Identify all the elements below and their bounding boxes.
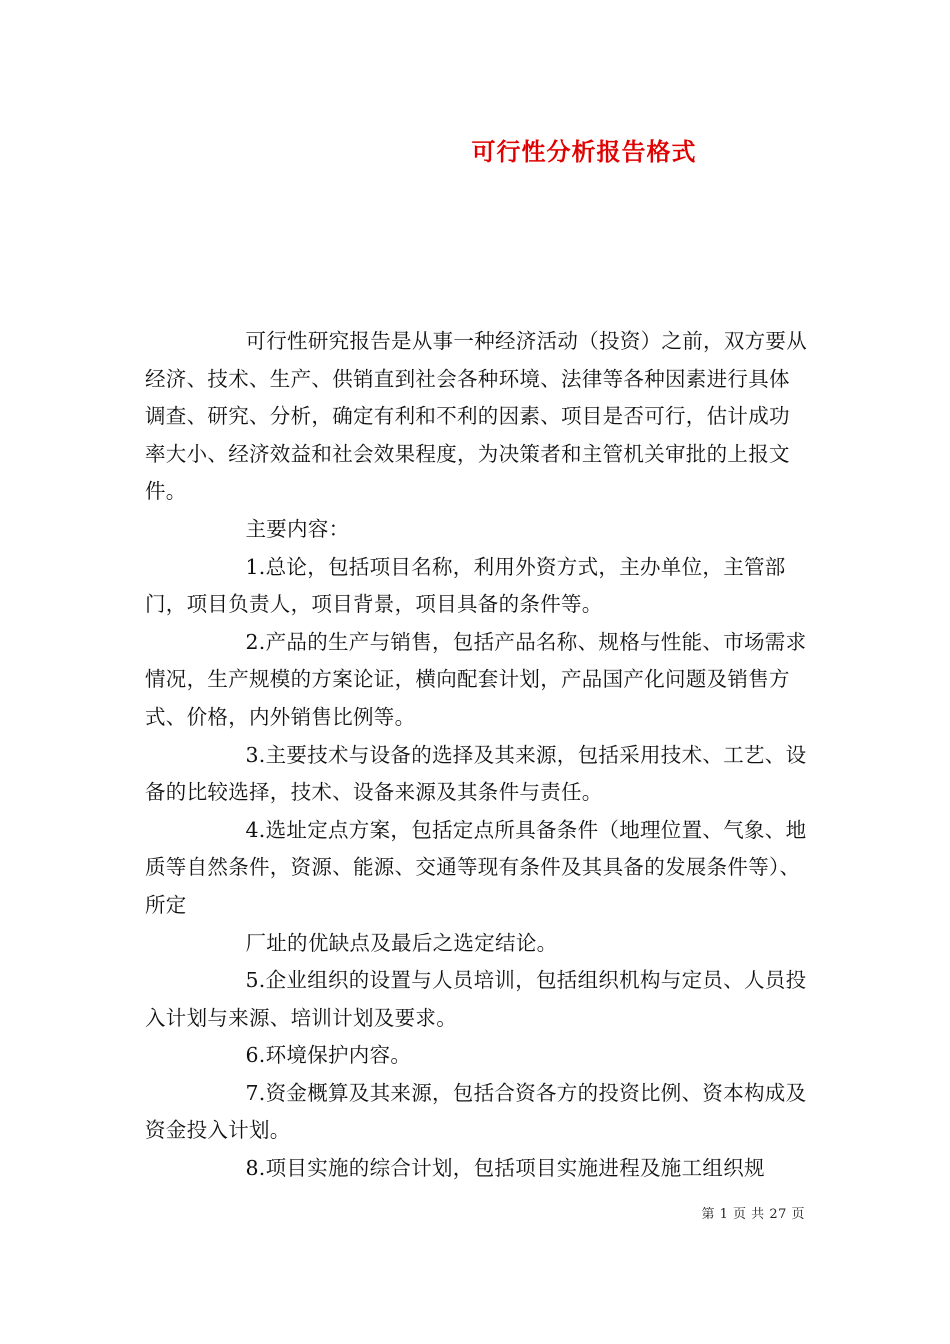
document-title: 可行性分析报告格式 [471, 138, 697, 166]
paragraph-item-1: 1.总论，包括项目名称，利用外资方式，主办单位，主管部门，项目负责人，项目背景，项目具备的条件等。 [145, 554, 786, 617]
document-body [145, 323, 810, 1188]
paragraph-item-3: 3.主要技术与设备的选择及其来源，包括采用技术、工艺、设备的比较选择，技术、设备来源及其条件与责任。 [145, 742, 807, 805]
paragraph-main-content-heading: 主要内容： [245, 516, 350, 541]
page-number-footer: 第 1 页 共 27 页 [701, 1207, 805, 1222]
paragraph-item-4: 4.选址定点方案，包括定点所具备条件（地理位置、气象、地质等自然条件，资源、能源、交通等现有条件及其具备的发展条件等）、所定 [145, 817, 807, 917]
paragraph-item-6: 6.环境保护内容。 [245, 1043, 412, 1068]
paragraph-intro: 可行性研究报告是从事一种经济活动（投资）之前，双方要从经济、技术、生产、供销直到社会各种环境、法律等各种因素进行具体调查、研究、分析，确定有利和不利的因素、项目是否可行，估计成功率大小、经济效益和社会效果程度，为决策者和主管机关审批的上报文件。 [145, 329, 808, 504]
paragraph-item-4-continued: 厂址的优缺点及最后之选定结论。 [245, 930, 558, 955]
paragraph-item-5: 5.企业组织的设置与人员培训，包括组织机构与定员、人员投入计划与来源、培训计划及要求。 [145, 968, 807, 1030]
paragraph-item-2: 2.产品的生产与销售，包括产品名称、规格与性能、市场需求情况，生产规模的方案论证，横向配套计划，产品国产化问题及销售方式、价格，内外销售比例等。 [145, 629, 807, 729]
paragraph-item-8: 8.项目实施的综合计划，包括项目实施进程及施工组织规 [245, 1156, 765, 1181]
paragraph-item-7: 7.资金概算及其来源，包括合资各方的投资比例、资本构成及资金投入计划。 [145, 1080, 807, 1143]
